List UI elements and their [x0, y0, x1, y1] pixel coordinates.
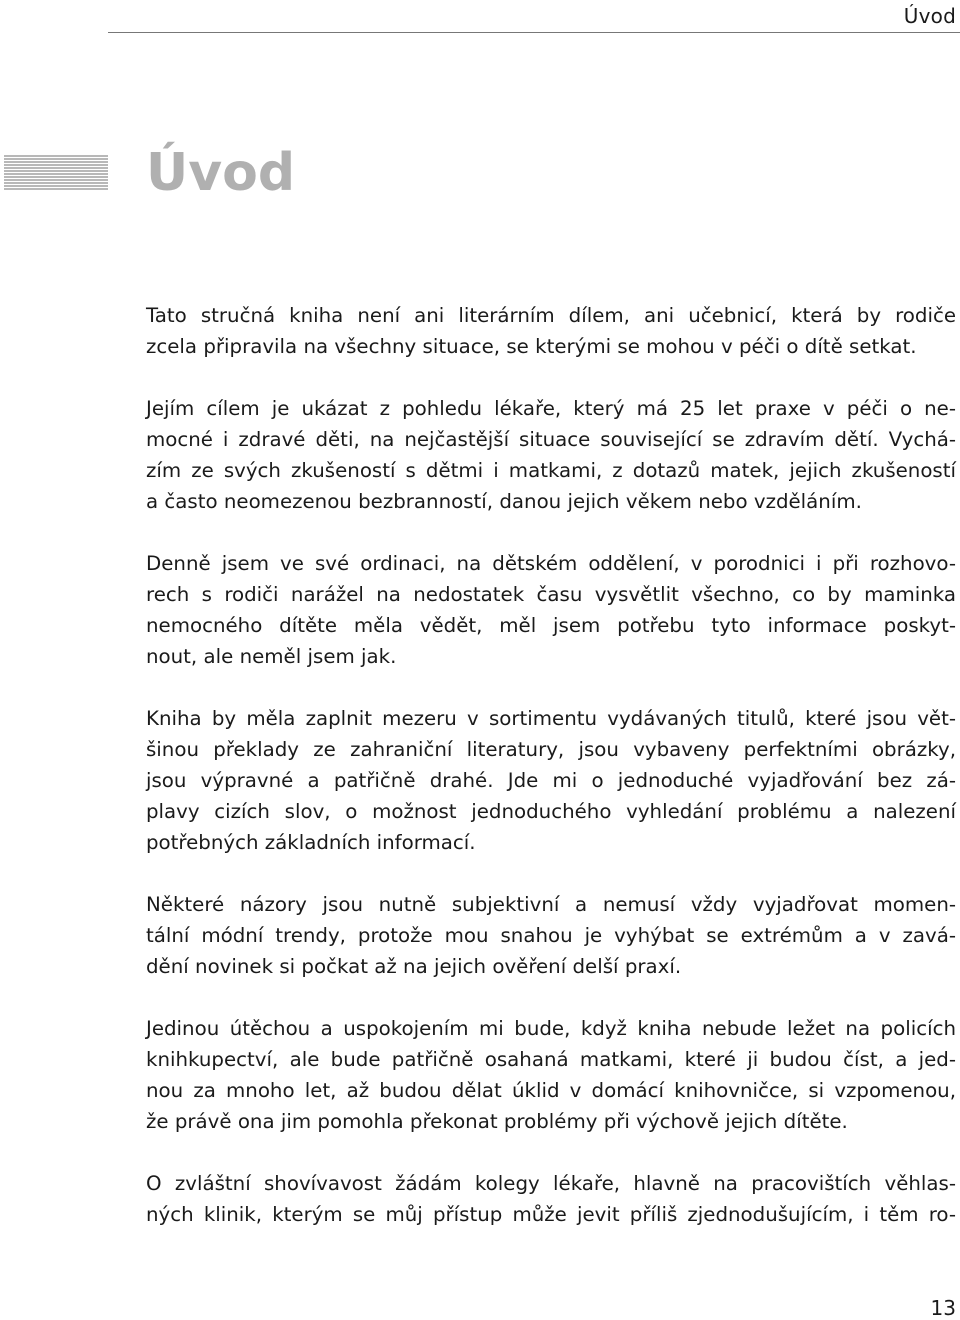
- text-line: dění novinek si počkat až na jejich ověření delší praxí.: [146, 955, 682, 978]
- text-line: zcela připravila na všechny situace, se kterými se mohou v péči o dítě setkat.: [146, 335, 917, 358]
- text-line: plavy cizích slov, o možnost jednoduchého vyhledání problému a nalezení: [146, 800, 956, 823]
- text-line: Kniha by měla zaplnit mezeru v sortimentu vydávaných titulů, které jsou vět-: [146, 707, 956, 730]
- chapter-title-decoration: [4, 155, 108, 191]
- text-line: Jejím cílem je ukázat z pohledu lékaře, který má 25 let praxe v péči o ne-: [146, 397, 956, 420]
- text-line: nout, ale neměl jsem jak.: [146, 645, 397, 668]
- text-line: nou za mnoho let, až budou dělat úklid v domácí knihovničce, si vzpomenou,: [146, 1079, 956, 1102]
- text-line: potřebných základních informací.: [146, 831, 476, 854]
- paragraph: [146, 300, 956, 362]
- paragraph: [146, 1168, 956, 1230]
- text-line: a často neomezenou bezbranností, danou jejich věkem nebo vzděláním.: [146, 490, 862, 513]
- text-line: Jedinou útěchou a uspokojením mi bude, když kniha nebude ležet na policích: [146, 1017, 956, 1040]
- text-line: O zvláštní shovívavost žádám kolegy lékaře, hlavně na pracovištích věhlas-: [146, 1172, 956, 1195]
- text-line: tální módní trendy, protože mou snahou je vyhýbat se extrémům a v zavá-: [146, 924, 956, 947]
- text-line: mocné i zdravé děti, na nejčastější situace související se zdravím dětí. Vychá-: [146, 428, 956, 451]
- paragraph: [146, 889, 956, 982]
- paragraph: [146, 1013, 956, 1137]
- text-line: šinou překlady ze zahraniční literatury, jsou vybaveny perfektními obrázky,: [146, 738, 956, 761]
- text-line: Některé názory jsou nutně subjektivní a nemusí vždy vyjadřovat momen-: [146, 893, 956, 916]
- text-line: rech s rodiči narážel na nedostatek času vysvětlit všechno, co by maminka: [146, 583, 956, 606]
- paragraph: [146, 548, 956, 672]
- text-line: jsou výpravné a patřičně drahé. Jde mi o jednoduché vyjadřování bez zá-: [146, 769, 956, 792]
- text-line: knihkupectví, ale bude patřičně osahaná matkami, které ji budou číst, a jed-: [146, 1048, 956, 1071]
- text-line: zím ze svých zkušeností s dětmi i matkami, z dotazů matek, jejich zkušeností: [146, 459, 956, 482]
- page-number: 13: [930, 1296, 956, 1320]
- text-line: nemocného dítěte měla vědět, měl jsem potřebu tyto informace poskyt-: [146, 614, 956, 637]
- header-rule: [108, 32, 960, 33]
- text-line: ných klinik, kterým se můj přístup může jevit příliš zjednodušujícím, i těm ro-: [146, 1203, 956, 1226]
- text-line: že právě ona jim pomohla překonat problémy při výchově jejich dítěte.: [146, 1110, 848, 1133]
- text-line: Denně jsem ve své ordinaci, na dětském oddělení, v porodnici i při rozhovo-: [146, 552, 956, 575]
- body-text: [146, 300, 956, 1261]
- paragraph: [146, 393, 956, 517]
- text-line: Tato stručná kniha není ani literárním dílem, ani učebnicí, která by rodiče: [146, 304, 956, 327]
- chapter-title: Úvod: [146, 143, 296, 203]
- paragraph: [146, 703, 956, 858]
- running-header: Úvod: [903, 4, 956, 28]
